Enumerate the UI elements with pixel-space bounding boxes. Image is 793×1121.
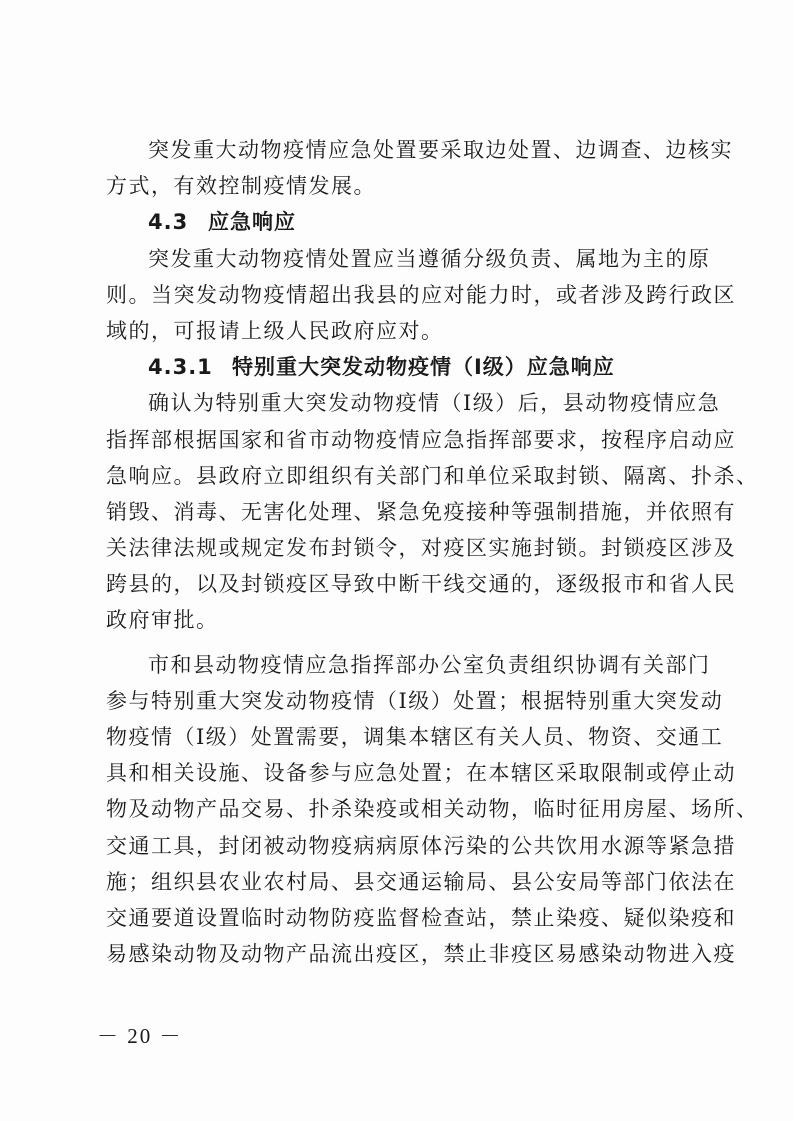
- text-line: 指挥部根据国家和省市动物疫情应急指挥部要求，按程序启动应: [106, 427, 736, 452]
- text-line: 物及动物产品交易、扑杀染疫或相关动物，临时征用房屋、场所、: [106, 797, 759, 822]
- text-line: 域的，可报请上级人民政府应对。: [106, 318, 444, 343]
- text-line: 交通要道设置临时动物防疫监督检查站，禁止染疫、疑似染疫和: [106, 905, 736, 930]
- paragraph-2: [106, 241, 736, 350]
- text-line: 物疫情（Ⅰ级）处置需要，调集本辖区有关人员、物资、交通工: [106, 725, 724, 749]
- section-number: 4.3.1: [148, 355, 213, 380]
- paragraph-spacing: [106, 639, 710, 647]
- text-line: 施；组织县农业农村局、县交通运输局、县公安局等部门依法在: [106, 869, 736, 894]
- text-line: 方式，有效控制疫情发展。: [106, 174, 376, 199]
- text-line: 确认为特别重大突发动物疫情（Ⅰ级）后，县动物疫情应急: [148, 391, 721, 416]
- text-line: 关法律法规或规定发布封锁令，对疫区实施封锁。封锁疫区涉及: [106, 536, 736, 561]
- paragraph-4: [106, 647, 759, 973]
- paragraph-3: [106, 385, 759, 638]
- text-line: 则。当突发动物疫情超出我县的应对能力时，或者涉及跨行政区: [106, 282, 736, 307]
- body-text: [106, 132, 759, 972]
- page-number: － 20 －: [97, 1024, 183, 1048]
- section-title: 特别重大突发动物疫情（Ⅰ级）应急响应: [232, 355, 615, 380]
- section-title: 应急响应: [208, 210, 296, 235]
- text-line: 参与特别重大突发动物疫情（Ⅰ级）处置；根据特别重大突发动: [106, 688, 724, 713]
- section-heading-4-3: [106, 204, 710, 240]
- text-line: 销毁、消毒、无害化处理、紧急免疫接种等强制措施，并依照有: [106, 499, 736, 524]
- text-line: 突发重大动物疫情处置应当遵循分级负责、属地为主的原: [148, 246, 711, 271]
- text-line: 市和县动物疫情应急指挥部办公室负责组织协调有关部门: [148, 652, 711, 677]
- text-line: 政府审批。: [106, 608, 219, 633]
- text-line: 急响应。县政府立即组织有关部门和单位采取封锁、隔离、扑杀、: [106, 463, 759, 488]
- text-line: 具和相关设施、设备参与应急处置；在本辖区采取限制或停止动: [106, 761, 736, 786]
- paragraph-1: [106, 132, 733, 204]
- text-line: 跨县的，以及封锁疫区导致中断干线交通的，逐级报市和省人民: [106, 572, 736, 597]
- section-number: 4.3: [148, 210, 189, 235]
- text-line: 易感染动物及动物产品流出疫区，禁止非疫区易感染动物进入疫: [106, 942, 736, 967]
- text-line: 突发重大动物疫情应急处置要采取边处置、边调查、边核实: [148, 138, 733, 162]
- text-line: 交通工具，封闭被动物疫病病原体污染的公共饮用水源等紧急措: [106, 833, 736, 858]
- section-heading-4-3-1: [106, 349, 710, 385]
